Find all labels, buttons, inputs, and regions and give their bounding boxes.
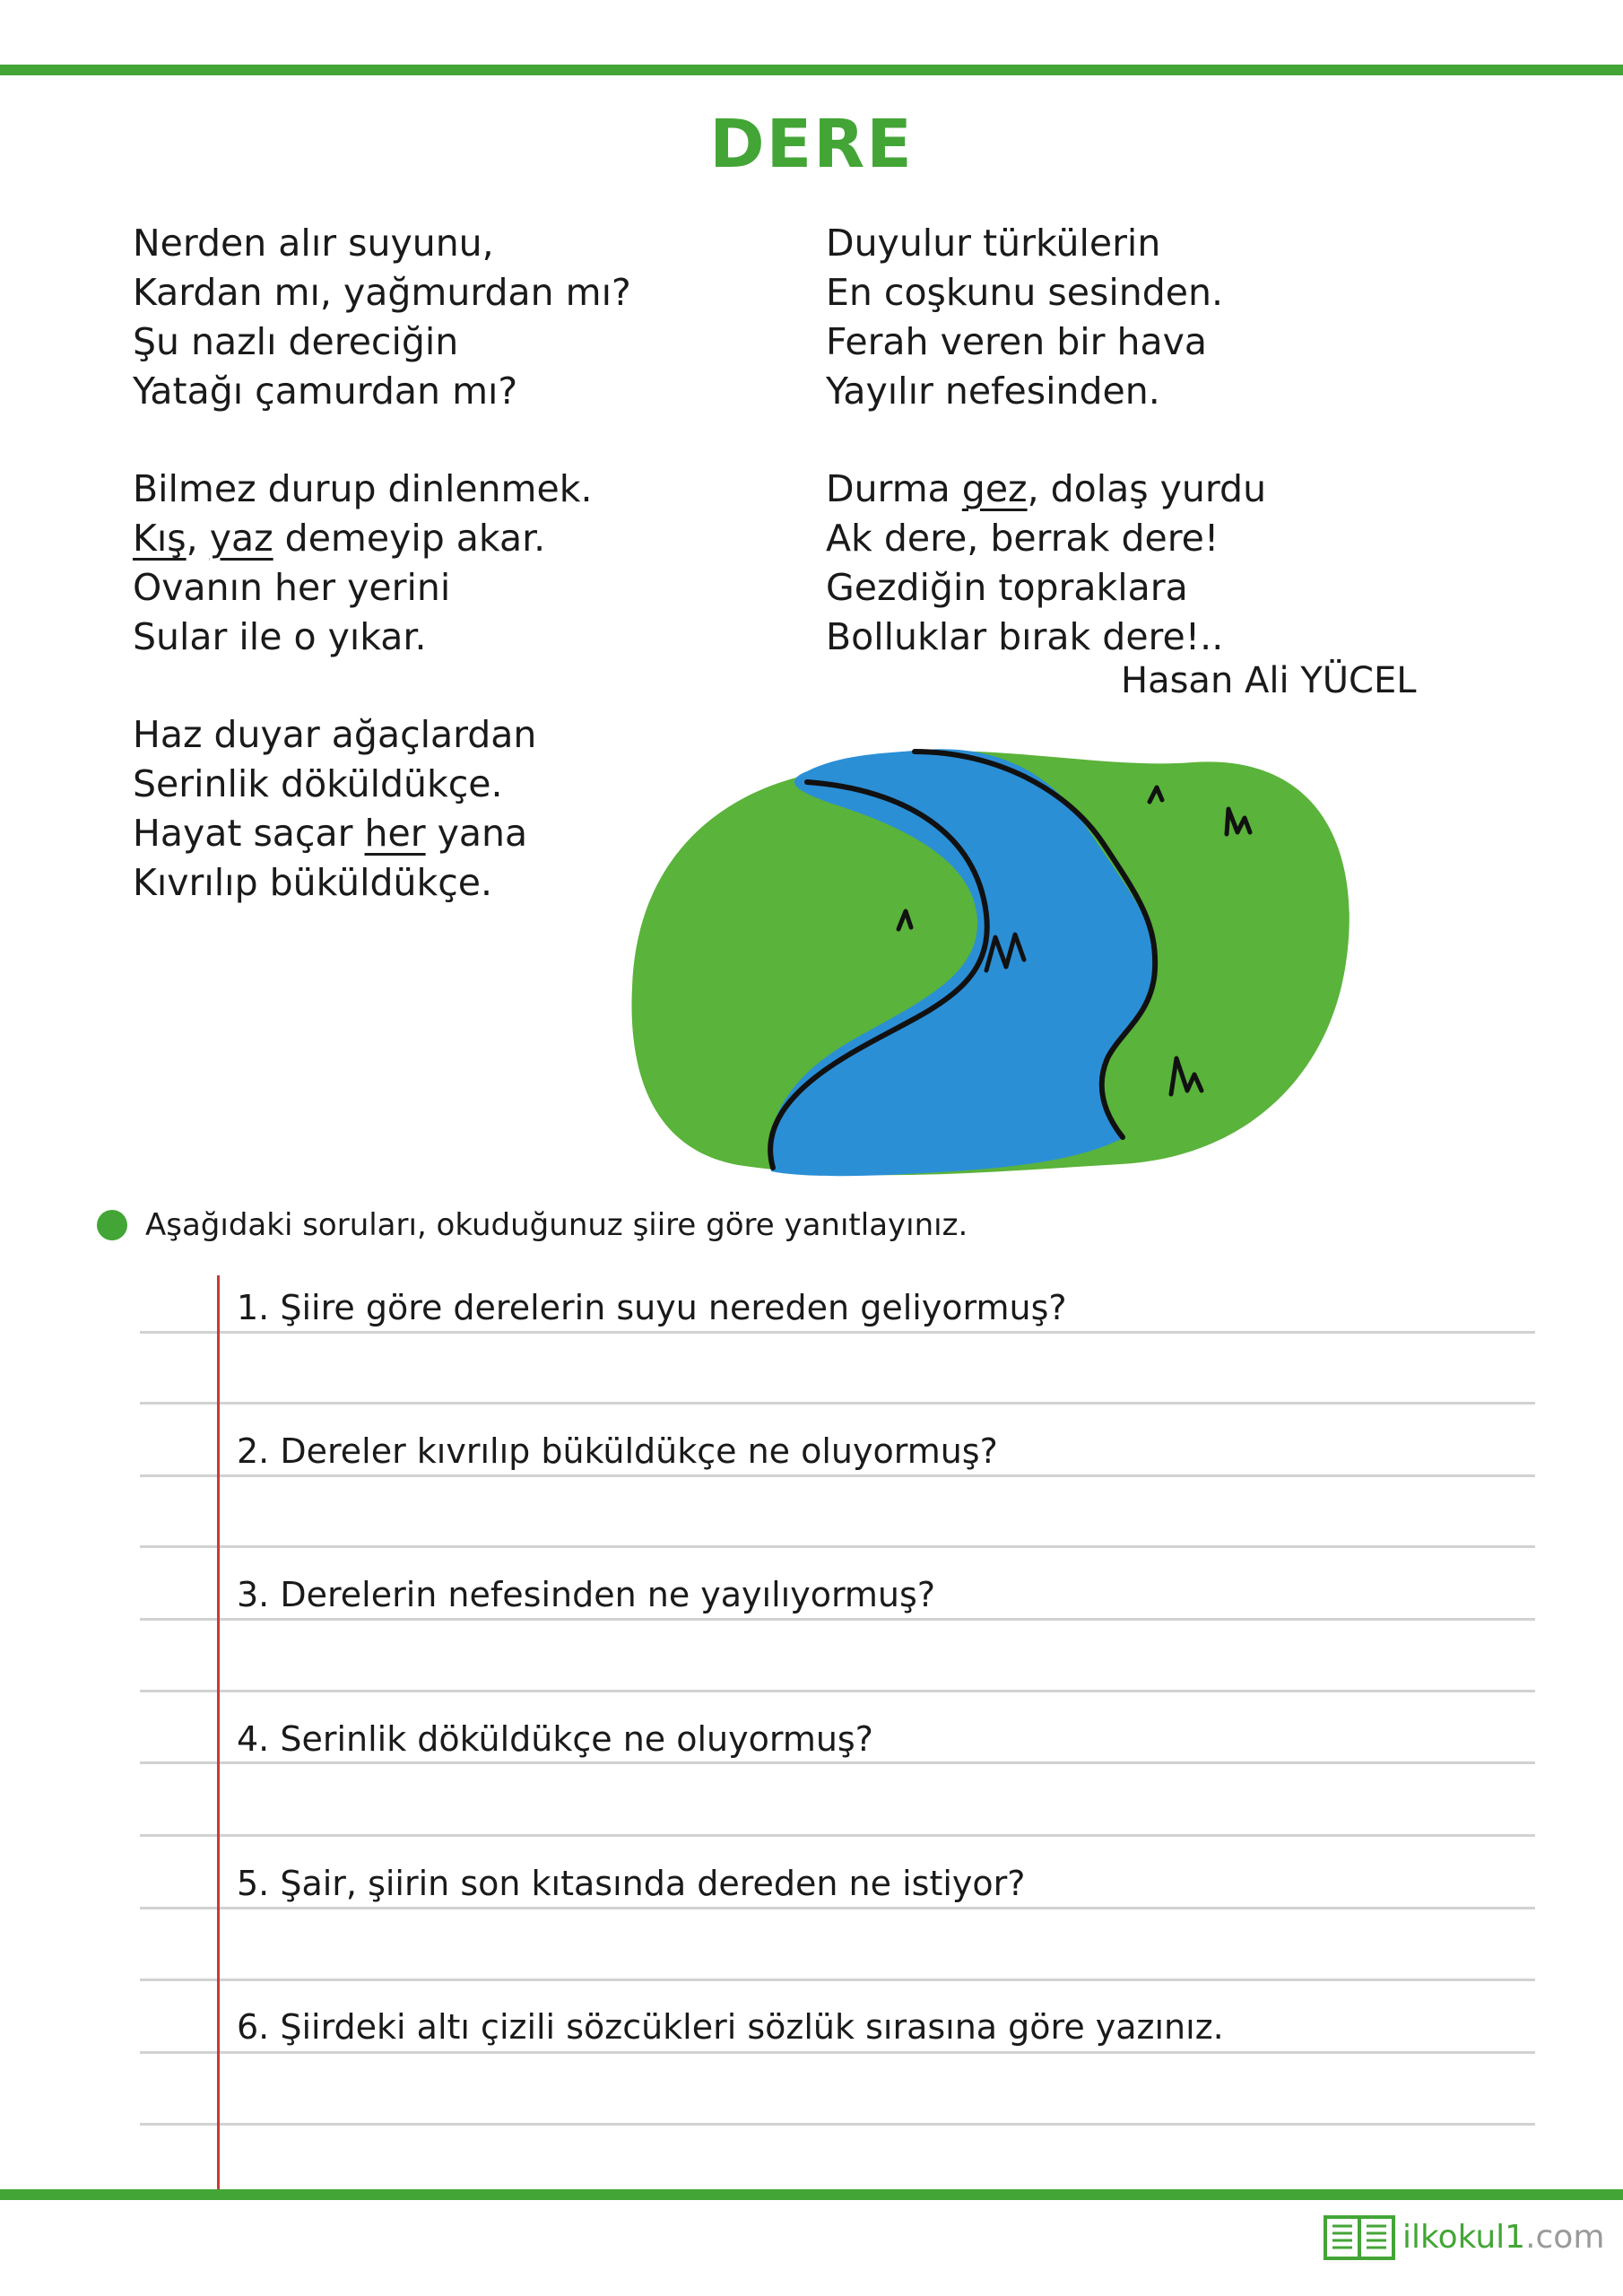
question-1: 1. Şiire göre derelerin suyu nereden geliyormuş? <box>237 1288 1067 1327</box>
poem-line: Yatağı çamurdan mı? <box>133 370 518 413</box>
writing-line[interactable] <box>140 1834 1535 1837</box>
poem-line: Sular ile o yıkar. <box>133 615 427 658</box>
book-logo-icon <box>1324 2212 1395 2262</box>
poem-line: Şu nazlı dereciğin <box>133 320 459 363</box>
poem-line: Gezdiğin topraklara <box>826 566 1188 609</box>
writing-line[interactable] <box>140 1545 1535 1548</box>
site-logo <box>1324 2212 1604 2262</box>
poem-line: Serinlik döküldükçe. <box>133 762 503 805</box>
poem-line: Kıvrılıp büküldükçe. <box>133 861 493 904</box>
poem-line: Duyulur türkülerin <box>826 222 1161 265</box>
underlined-word: Kış <box>133 517 187 560</box>
page-title: DERE <box>709 106 914 183</box>
writing-line[interactable] <box>140 2051 1535 2054</box>
writing-line[interactable] <box>140 1979 1535 1981</box>
question-5: 5. Şair, şiirin son kıtasında dereden ne istiyor? <box>237 1864 1026 1903</box>
writing-line[interactable] <box>140 1690 1535 1692</box>
underlined-word: her <box>364 812 426 855</box>
underlined-word: yaz <box>209 517 273 560</box>
poem-line-underlined: Kış, yaz demeyip akar. <box>133 517 546 560</box>
poem-line: Kardan mı, yağmurdan mı? <box>133 271 631 314</box>
question-3: 3. Derelerin nefesinden ne yayılıyormuş? <box>237 1575 935 1614</box>
bottom-green-bar <box>0 2189 1623 2200</box>
poem-author: Hasan Ali YÜCEL <box>1121 660 1417 701</box>
writing-line[interactable] <box>140 2123 1535 2126</box>
logo-text <box>1402 2219 1604 2256</box>
underlined-word: gez <box>961 467 1028 510</box>
logo-name: ilkokul1 <box>1402 2218 1526 2256</box>
instruction-text: Aşağıdaki soruları, okuduğunuz şiire göre yanıtlayınız. <box>145 1207 968 1243</box>
writing-line[interactable] <box>140 1402 1535 1405</box>
poem-line: Nerden alır suyunu, <box>133 222 494 265</box>
poem-line: Ak dere, berrak dere! <box>826 517 1219 560</box>
poem-line: Yayılır nefesinden. <box>826 370 1160 413</box>
question-2: 2. Dereler kıvrılıp büküldükçe ne oluyormuş? <box>237 1431 998 1471</box>
poem-line-underlined: Hayat saçar her yana <box>133 812 528 855</box>
writing-line[interactable] <box>140 1907 1535 1909</box>
poem-line: Ferah veren bir hava <box>826 320 1208 363</box>
notebook-margin-line <box>217 1275 220 2192</box>
poem-line: En coşkunu sesinden. <box>826 271 1223 314</box>
writing-line[interactable] <box>140 1618 1535 1621</box>
poem-line: Bilmez durup dinlenmek. <box>133 467 593 510</box>
logo-tld: .com <box>1525 2218 1605 2256</box>
poem-line: Bolluklar bırak dere!.. <box>826 615 1224 658</box>
poem-line-underlined: Durma gez, dolaş yurdu <box>826 467 1267 510</box>
poem-line: Ovanın her yerini <box>133 566 451 609</box>
writing-line[interactable] <box>140 1761 1535 1764</box>
writing-line[interactable] <box>140 1331 1535 1334</box>
writing-line[interactable] <box>140 1474 1535 1477</box>
poem-line: Haz duyar ağaçlardan <box>133 713 537 756</box>
question-6: 6. Şiirdeki altı çizili sözcükleri sözlük sırasına göre yazınız. <box>237 2007 1224 2047</box>
question-4: 4. Serinlik döküldükçe ne oluyormuş? <box>237 1719 873 1759</box>
